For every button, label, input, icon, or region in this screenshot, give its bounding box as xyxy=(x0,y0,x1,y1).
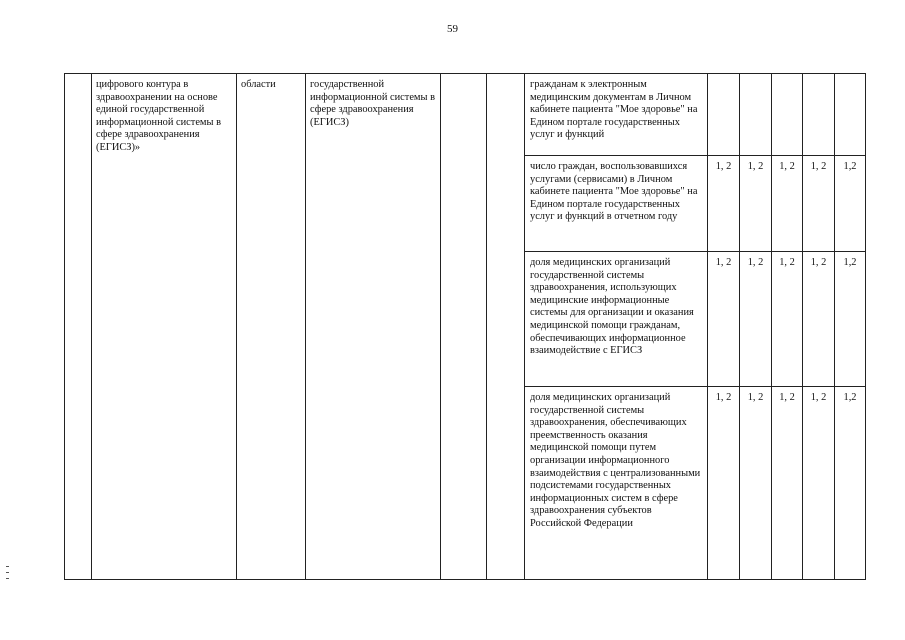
scan-margin-mark xyxy=(6,566,9,567)
value-cell: 1, 2 xyxy=(772,252,803,387)
value-cell: 1, 2 xyxy=(803,156,835,252)
value-cell: 1, 2 xyxy=(772,387,803,580)
indicator-cell: доля медицинских организаций государственной системы здравоохранения, использующих медицинские информационные системы для организации и оказания медицинской помощи гражданам, обеспечивающих информационное взаимодействие с ЕГИСЗ xyxy=(525,252,708,387)
value-cell: 1,2 xyxy=(835,387,866,580)
value-cell: 1, 2 xyxy=(772,156,803,252)
indicator-cell: число граждан, воспользовавшихся услугами (сервисами) в Личном кабинете пациента "Мое здоровье" на Едином портале государственных услуг и функций в отчетном году xyxy=(525,156,708,252)
value-cell xyxy=(740,74,772,156)
value-cell: 1, 2 xyxy=(708,387,740,580)
system-cell: государственной информационной системы в сфере здравоохранения (ЕГИСЗ) xyxy=(306,74,441,580)
empty-cell xyxy=(487,74,525,580)
value-cell xyxy=(835,74,866,156)
indicator-cell: доля медицинских организаций государственной системы здравоохранения, обеспечивающих преемственность оказания медицинской помощи путем организации информационного взаимодействия с централизованными подсистемами государственных информационных систем в сфере здравоохранения субъектов Российской Федерации xyxy=(525,387,708,580)
value-cell: 1,2 xyxy=(835,252,866,387)
level-cell: области xyxy=(237,74,306,580)
value-cell: 1, 2 xyxy=(708,156,740,252)
value-cell xyxy=(772,74,803,156)
indicator-cell: гражданам к электронным медицинским документам в Личном кабинете пациента "Мое здоровье" на Едином портале государственных услуг и функций xyxy=(525,74,708,156)
value-cell: 1, 2 xyxy=(803,387,835,580)
value-cell: 1,2 xyxy=(835,156,866,252)
value-cell xyxy=(708,74,740,156)
value-cell: 1, 2 xyxy=(740,252,772,387)
number-cell xyxy=(65,74,92,580)
value-cell: 1, 2 xyxy=(740,156,772,252)
table-row xyxy=(65,74,866,156)
page-number: 59 xyxy=(447,23,458,35)
empty-cell xyxy=(441,74,487,580)
value-cell: 1, 2 xyxy=(740,387,772,580)
scan-margin-mark xyxy=(6,572,9,573)
program-table xyxy=(64,73,866,580)
project-name-cell: цифрового контура в здравоохранении на основе единой государственной информационной системы в сфере здравоохранения (ЕГИСЗ)» xyxy=(92,74,237,580)
value-cell: 1, 2 xyxy=(708,252,740,387)
value-cell xyxy=(803,74,835,156)
value-cell: 1, 2 xyxy=(803,252,835,387)
scan-margin-mark xyxy=(6,578,9,579)
